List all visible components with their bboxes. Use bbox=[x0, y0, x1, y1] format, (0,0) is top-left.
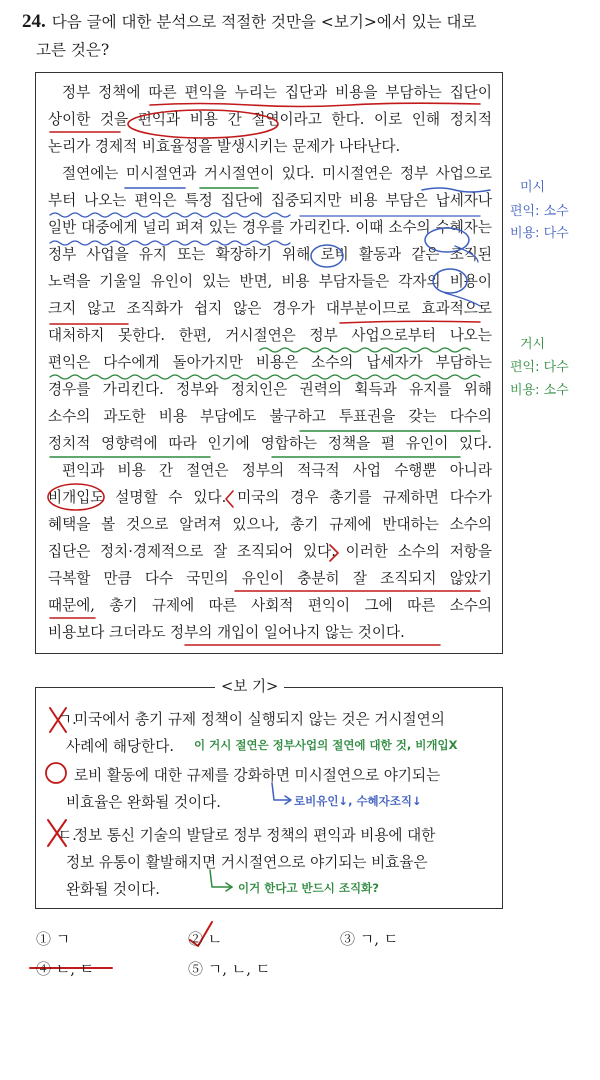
bogi-item-3-note: 이거 한다고 반드시 조직화? bbox=[238, 881, 379, 895]
passage-line: 상이한 것을 편익과 비용 간 절연이라고 한다. 이로 인해 정치적 bbox=[48, 111, 492, 128]
bogi-item-2-line-1: 로비 활동에 대한 규제를 강화하면 미시절연으로 야기되는 bbox=[74, 767, 441, 784]
margin-note-micro-title: 미시 bbox=[520, 180, 546, 195]
passage-line: 편익과 비용 간 절연은 정부의 적극적 사업 수행뿐 아니라 bbox=[62, 462, 492, 479]
passage-line: 노력을 기울일 유인이 있는 반면, 비용 부담자들은 각자의 비용이 bbox=[48, 273, 492, 290]
question-line-1: 다음 글에 대한 분석으로 적절한 것만을 <보기>에서 있는 대로 bbox=[51, 13, 477, 31]
passage-line: 절연에는 미시절연과 거시절연이 있다. 미시절연은 정부 사업으로 bbox=[62, 165, 492, 182]
passage-line: 때문에, 총기 규제에 따른 사회적 편익이 그에 따른 소수의 bbox=[48, 597, 492, 614]
bogi-mark-1: ㄱ. bbox=[58, 711, 77, 728]
passage-line: 극복할 만큼 다수 국민의 유인이 충분히 잘 조직되지 않았기 bbox=[48, 570, 492, 587]
bogi-item-1-line-2: 사례에 해당한다. bbox=[66, 738, 174, 755]
bogi-item-3-line-3: 완화될 것이다. bbox=[66, 881, 160, 898]
passage-line: 대처하지 못한다. 한편, 거시절연은 정부 사업으로부터 나오는 bbox=[48, 327, 492, 344]
passage-line: 정치적 영향력에 따라 인기에 영합하는 정책을 펼 유인이 있다. bbox=[48, 435, 492, 452]
bogi-item-1-note: 이 거시 절연은 정부사업의 절연에 대한 것, 비개입X bbox=[194, 738, 458, 752]
choice-1[interactable]: ① ㄱ bbox=[36, 930, 71, 948]
question-header bbox=[22, 8, 582, 64]
passage-line: 혜택을 볼 것으로 알려져 있으나, 총기 규제에 반대하는 소수의 bbox=[48, 516, 492, 533]
choice-2[interactable]: ② ㄴ bbox=[188, 930, 223, 948]
passage-line: 정부 사업을 유지 또는 확장하기 위해 로비 활동과 같은 조직된 bbox=[48, 246, 492, 263]
passage-line: 논리가 경제적 비효율성을 발생시키는 문제가 나타난다. bbox=[48, 138, 401, 155]
choice-3[interactable]: ③ ㄱ, ㄷ bbox=[340, 930, 399, 948]
margin-note-micro-benefit: 편익: 소수 bbox=[510, 204, 569, 219]
bogi-mark-3: ㄷ. bbox=[58, 827, 77, 844]
margin-note-macro-title: 거시 bbox=[520, 337, 546, 352]
choice-5[interactable]: ⑤ ㄱ, ㄴ, ㄷ bbox=[188, 960, 271, 978]
bogi-item-3-line-2: 정보 유통이 활발해지면 거시절연으로 야기되는 비효율은 bbox=[66, 854, 428, 871]
question-number: 24. bbox=[22, 11, 46, 32]
passage-line: 편익은 다수에게 돌아가지만 비용은 소수의 납세자가 부담하는 bbox=[48, 354, 492, 371]
passage-line: 비개입도 설명할 수 있다. 미국의 경우 총기를 규제하면 다수가 bbox=[48, 489, 492, 506]
margin-note-macro-benefit: 편익: 다수 bbox=[510, 360, 569, 375]
margin-note-micro-cost: 비용: 다수 bbox=[510, 226, 569, 241]
passage-line: 집단은 정치·경제적으로 잘 조직되어 있다. 이러한 소수의 저항을 bbox=[48, 543, 492, 560]
passage-line: 부터 나오는 편익은 특정 집단에 집중되지만 비용 부담은 납세자나 bbox=[48, 192, 492, 209]
bogi-item-2-line-2: 비효율은 완화될 것이다. bbox=[66, 794, 221, 811]
bogi-item-1-line-1: 미국에서 총기 규제 정책이 실행되지 않는 것은 거시절연의 bbox=[74, 711, 445, 728]
passage-line: 경우를 가리킨다. 정부와 정치인은 권력의 획득과 유지를 위해 bbox=[48, 381, 492, 398]
passage-line: 크지 않고 조직화가 쉽지 않은 경우가 대부분이므로 효과적으로 bbox=[48, 300, 492, 317]
passage-line: 비용보다 크더라도 정부의 개입이 일어나지 않는 것이다. bbox=[48, 624, 405, 641]
bogi-item-3-line-1: 정보 통신 기술의 발달로 정부 정책의 편익과 비용에 대한 bbox=[74, 827, 436, 844]
passage-box bbox=[35, 72, 503, 654]
choice-4[interactable]: ④ ㄴ, ㄷ bbox=[36, 960, 95, 978]
question-line-2: 고른 것은? bbox=[36, 41, 110, 59]
passage-line: 소수의 과도한 비용 부담에도 불구하고 투표권을 갖는 다수의 bbox=[48, 408, 492, 425]
passage-line: 정부 정책에 따른 편익을 누리는 집단과 비용을 부담하는 집단이 bbox=[62, 84, 492, 101]
margin-note-macro-cost: 비용: 소수 bbox=[510, 383, 569, 398]
bogi-title: <보 기> bbox=[215, 678, 284, 696]
passage-line: 일반 대중에게 널리 퍼져 있는 경우를 가리킨다. 이때 소수의 수혜자는 bbox=[48, 219, 492, 236]
bogi-item-2-note: 로비유인↓, 수혜자조직↓ bbox=[294, 794, 422, 808]
